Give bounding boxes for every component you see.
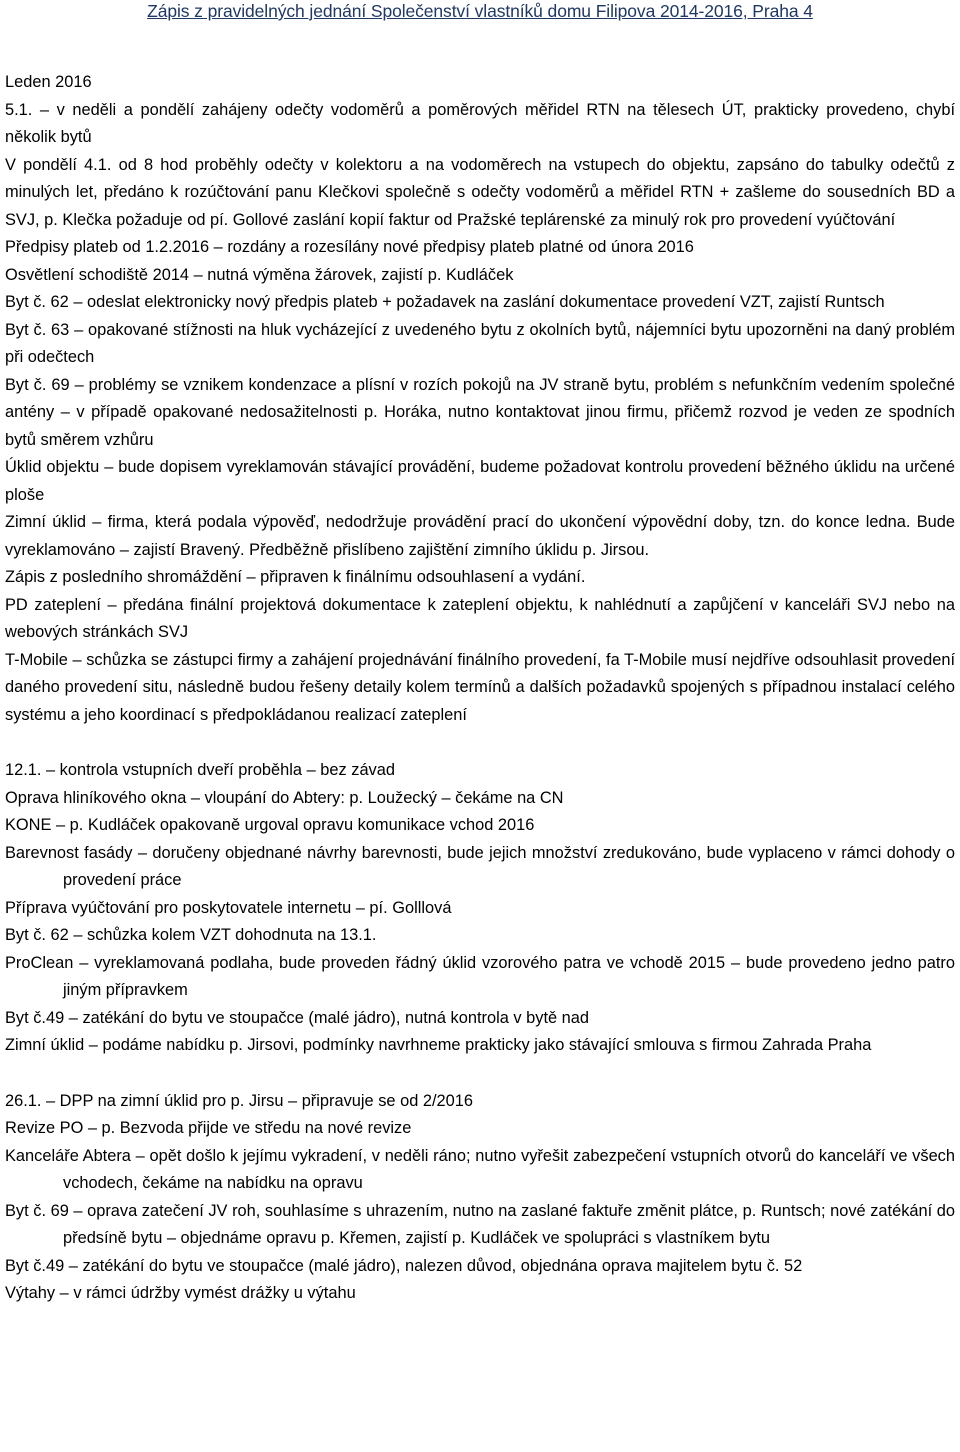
minutes-body bbox=[5, 69, 955, 1308]
entry-cleaning: Úklid objektu – bude dopisem vyreklamován stávající provádění, budeme požadovat kontrolu provedení běžného úklidu na určené ploše bbox=[5, 458, 955, 504]
entry-t-mobile: T-Mobile – schůzka se zástupci firmy a zahájení projednávání finálního provedení, fa T-Mobile musí nejdříve odsouhlasit provedení daného provedení situ, následně budou řešeny detaily kolem termínů a dalších požadavků spojených s případnou instalací celého systému a jeho koordinací s předpokládanou realizací zateplení bbox=[5, 650, 955, 724]
entry-kone: KONE – p. Kudláček opakovaně urgoval opravu komunikace vchod 2016 bbox=[5, 816, 535, 834]
entry-proclean: ProClean – vyreklamovaná podlaha, bude proveden řádný úklid vzorového patra ve vchodě 2015 – bude provedeno jedno patro jiným přípravkem bbox=[5, 953, 955, 999]
document-title: Zápis z pravidelných jednání Společenství vlastníků domu Filipova 2014-2016, Praha 4 bbox=[147, 1, 813, 21]
entry-insulation-docs: PD zateplení – předána finální projektová dokumentace k zateplení objektu, k nahlédnutí a zapůjčení v kanceláři SVJ nebo na webových stránkách SVJ bbox=[5, 595, 955, 641]
month-heading: Leden 2016 bbox=[5, 73, 92, 91]
entry-flat-49-cause: Byt č.49 – zatékání do bytu ve stoupačce (malé jádro), nalezen důvod, objednána oprava majitelem bytu č. 52 bbox=[5, 1256, 803, 1275]
entry-facade-colors: Barevnost fasády – doručeny objednané návrhy barevnosti, bude jejich množství zredukováno, bude vyplaceno v rámci dohody o provedení práce bbox=[5, 843, 955, 889]
section-26-1 bbox=[5, 1088, 955, 1308]
entry-flat-63: Byt č. 63 – opakované stížnosti na hluk vycházející z uvedeného bytu z okolních bytů, nájemníci bytu upozorněni na daný problém při odečtech bbox=[5, 320, 955, 366]
section-spacer bbox=[5, 729, 955, 757]
entry-flat-49-leak: Byt č.49 – zatékání do bytu ve stoupačce (malé jádro), nutná kontrola v bytě nad bbox=[5, 1008, 590, 1027]
entry-4-1-collector-readings: V pondělí 4.1. od 8 hod proběhly odečty v kolektoru a na vodoměrech na vstupech do objektu, zapsáno do tabulky odečtů z minulých let, předáno k rozúčtování panu Klečkovi společně s odečty vodoměrů a měřidel RTN + zašleme do sousedních BD a SVJ, p. Klečka požaduje od pí. Gollové zaslání kopií faktur od Pražské teplárenské za minulý rok pro provedení vyúčtování bbox=[5, 155, 955, 229]
section-spacer bbox=[5, 1060, 955, 1088]
entry-abtera-offices: Kanceláře Abtera – opět došlo k jejímu vykradení, v neděli ráno; nutno vyřešit zabezpečení vstupních otvorů do kanceláří ve všech vchodech, čekáme na nabídku na opravu bbox=[5, 1146, 955, 1192]
entry-internet-billing: Příprava vyúčtování pro poskytovatele internetu – pí. Golllová bbox=[5, 898, 452, 917]
entry-elevators: Výtahy – v rámci údržby vymést drážky u výtahu bbox=[5, 1284, 356, 1302]
section-12-1 bbox=[5, 757, 955, 1060]
entry-flat-62-meeting: Byt č. 62 – schůzka kolem VZT dohodnuta na 13.1. bbox=[5, 926, 377, 944]
section-january bbox=[5, 69, 955, 729]
entry-flat-69: Byt č. 69 – problémy se vznikem kondenzace a plísní v rozích pokojů na JV straně bytu, problém s nefunkčním vedením společné antény – v případě opakované nedosažitelnosti p. Horáka, nutno kontaktovat jinou firmu, přičemž rozvod je veden ze spodních bytů směrem vzhůru bbox=[5, 375, 955, 449]
entry-dpp-winter-cleaning: 26.1. – DPP na zimní úklid pro p. Jirsu – připravuje se od 2/2016 bbox=[5, 1091, 474, 1110]
entry-stair-lighting: Osvětlení schodiště 2014 – nutná výměna žárovek, zajistí p. Kudláček bbox=[5, 265, 514, 284]
document-header bbox=[0, 0, 960, 28]
entry-flat-62: Byt č. 62 – odeslat elektronicky nový předpis plateb + požadavek na zaslání dokumentace provedení VZT, zajistí Runtsch bbox=[5, 293, 885, 311]
entry-assembly-minutes: Zápis z posledního shromáždění – připraven k finálnímu odsouhlasení a vydání. bbox=[5, 568, 586, 586]
entry-winter-cleaning-offer: Zimní úklid – podáme nabídku p. Jirsovi, podmínky navrhneme prakticky jako stávající smlouva s firmou Zahrada Praha bbox=[5, 1036, 872, 1054]
entry-fire-inspection: Revize PO – p. Bezvoda přijde ve středu na nové revize bbox=[5, 1119, 412, 1137]
entry-5-1-meter-readings: 5.1. – v neděli a pondělí zahájeny odečty vodoměrů a poměrových měřidel RTN na tělesech ÚT, prakticky provedeno, chybí několik bytů bbox=[5, 100, 955, 146]
entry-door-check: 12.1. – kontrola vstupních dveří proběhla – bez závad bbox=[5, 761, 395, 779]
entry-winter-cleaning: Zimní úklid – firma, která podala výpověď, nedodržuje provádění prací do ukončení výpovědní doby, tzn. do konce ledna. Bude vyreklamováno – zajistí Bravený. Předběžně přislíbeno zajištění zimního úklidu p. Jirsou. bbox=[5, 513, 955, 559]
entry-window-repair: Oprava hliníkového okna – vloupání do Abtery: p. Loužecký – čekáme na CN bbox=[5, 788, 564, 807]
entry-payment-schedules: Předpisy plateb od 1.2.2016 – rozdány a rozesílány nové předpisy plateb platné od února 2016 bbox=[5, 238, 694, 256]
entry-flat-69-repair: Byt č. 69 – oprava zatečení JV roh, souhlasíme s uhrazením, nutno na zaslané faktuře změnit plátce, p. Runtsch; nové zatékání do předsíně bytu – objednáme opravu p. Křemen, zajistí p. Kudláček ve spolupráci s vlastníkem bytu bbox=[5, 1201, 955, 1247]
